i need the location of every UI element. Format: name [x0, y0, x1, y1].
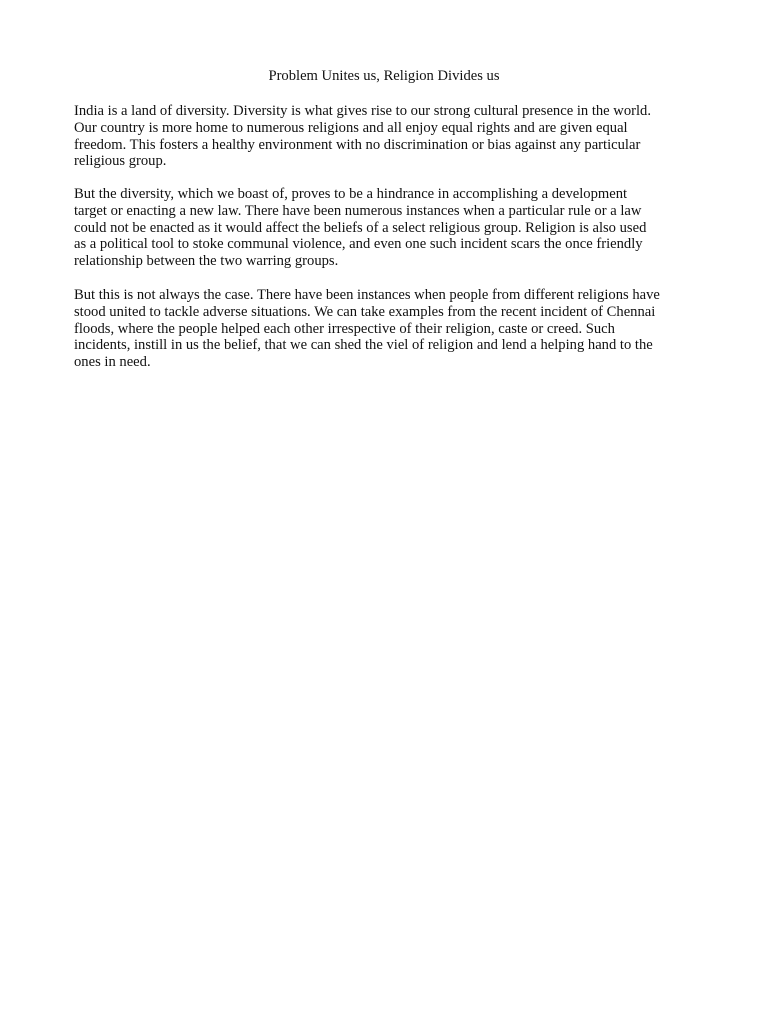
paragraph-line: But the diversity, which we boast of, proves to be a hindrance in accomplishing a development — [74, 186, 628, 202]
paragraph-line: relationship between the two warring groups. — [74, 253, 339, 270]
paragraph-line: as a political tool to stoke communal violence, and even one such incident scars the once friendly — [74, 236, 643, 253]
paragraph-line: target or enacting a new law. There have been numerous instances when a particular rule or a law — [74, 202, 642, 219]
paragraph-line: incidents, instill in us the belief, that we can shed the viel of religion and lend a helping hand to the — [74, 337, 653, 354]
paragraph-line: could not be enacted as it would affect the beliefs of a select religious group. Religion is also used — [74, 219, 647, 236]
paragraph-1 — [74, 103, 651, 170]
paragraph-3 — [74, 287, 660, 371]
paragraph-line: freedom. This fosters a healthy environment with no discrimination or bias against any particular — [74, 136, 641, 153]
paragraph-line: Our country is more home to numerous religions and all enjoy equal rights and are given equal — [74, 119, 628, 136]
paragraph-line: But this is not always the case. There have been instances when people from different religions have — [74, 287, 660, 303]
paragraph-line: religious group. — [74, 153, 167, 170]
paragraph-line: India is a land of diversity. Diversity is what gives rise to our strong cultural presence in the world. — [74, 103, 651, 119]
paragraph-2 — [74, 186, 646, 270]
paragraph-line: stood united to tackle adverse situations. We can take examples from the recent incident of Chennai — [74, 303, 656, 320]
document-title: Problem Unites us, Religion Divides us — [268, 68, 500, 84]
paragraph-line: floods, where the people helped each other irrespective of their religion, caste or creed. Such — [74, 320, 615, 337]
paragraph-line: ones in need. — [74, 354, 151, 371]
